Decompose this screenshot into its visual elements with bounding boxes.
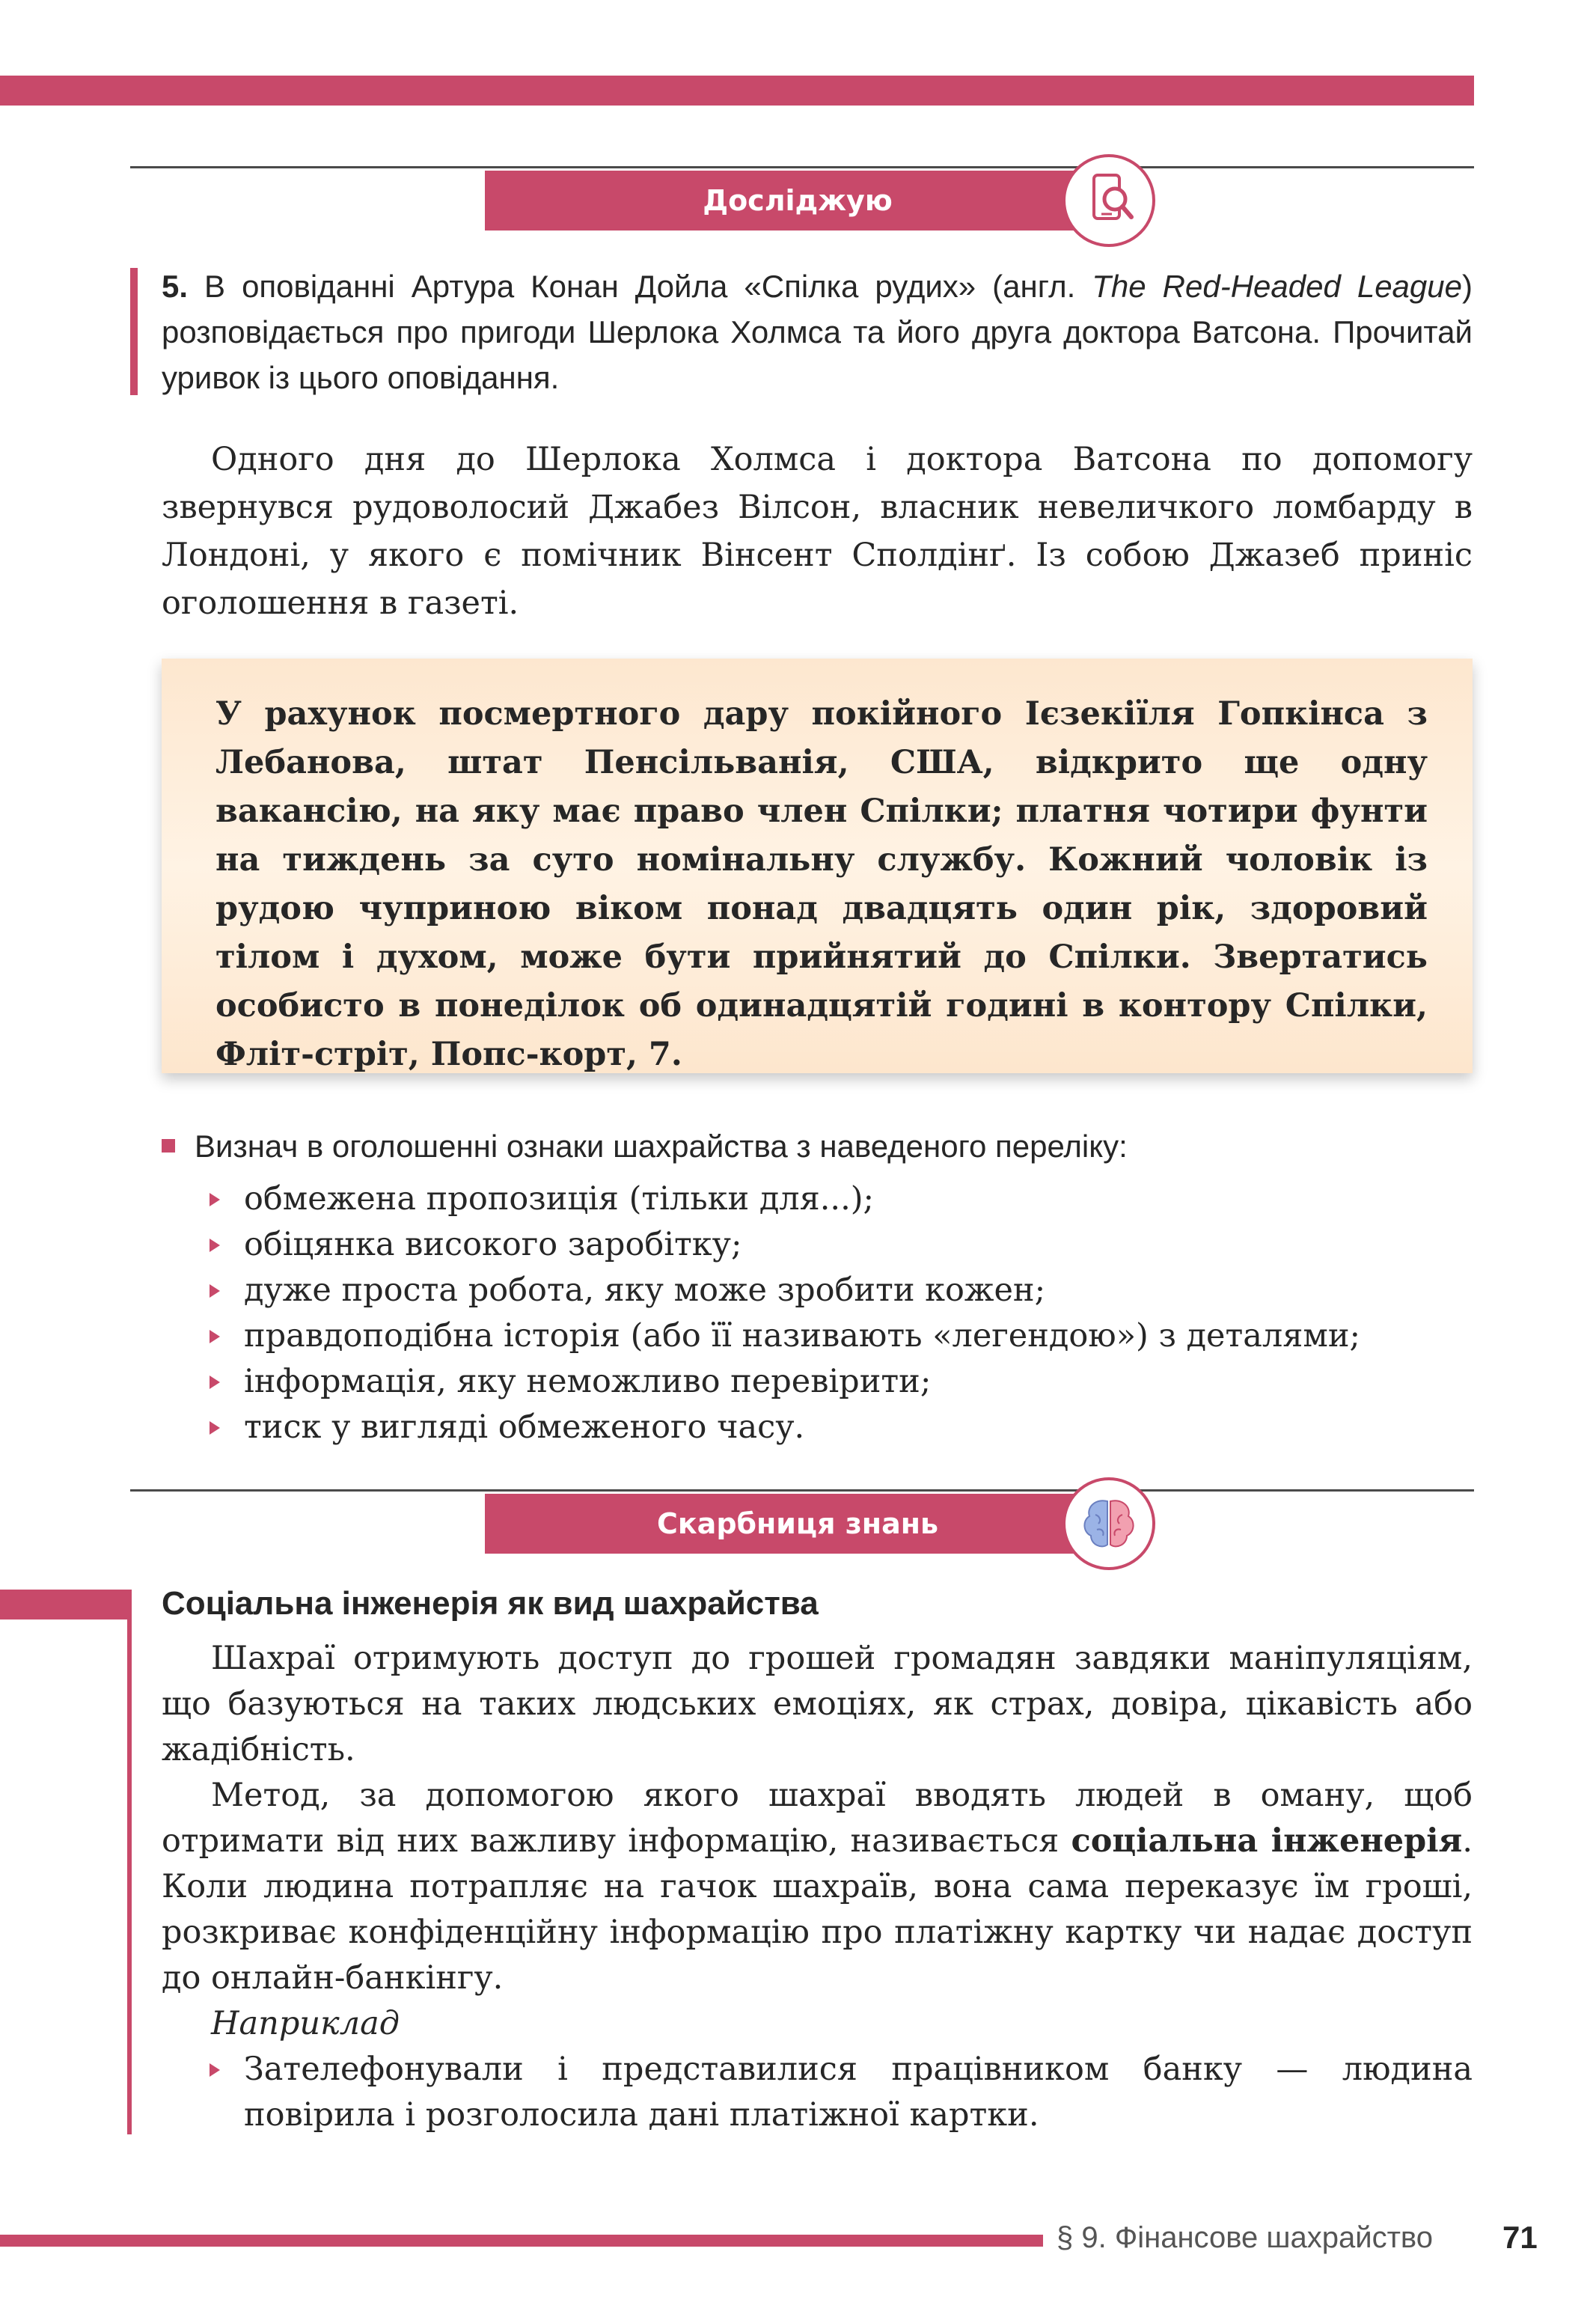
list-item xyxy=(210,1313,1482,1359)
knowledge-accent-bar xyxy=(0,1590,130,1619)
list-item xyxy=(210,1268,1482,1313)
task-number: 5. xyxy=(162,269,189,304)
fraud-sign: правдоподібна історія (або її називають «легендою») з деталями; xyxy=(244,1317,1360,1355)
advertisement-text: У рахунок посмертного дару покійного Ієзекіїля Гопкінса з Лебанова, штат Пенсільванія, США, відкрито ще одну вакансію, на яку має право член Спілки; платня чотири фунти на тиждень за суто номінальну службу. Кожний чоловік із рудою чуприною віком понад двадцять один рік, здоровий тілом і духом, може бути прийнятий до Спілки. Звертатись особисто в понеділок об одинадцятій годині в контору Спілки, Фліт-стріт, Попс-корт, 7. xyxy=(215,695,1428,1073)
term-social-engineering: соціальна інженерія xyxy=(1071,1822,1463,1860)
para2-intro: Метод, за допомогою якого шахраї вводять людей в оману, щоб отримати від них важливу інформацію, називається xyxy=(162,1777,1473,1860)
fraud-sign: тиск у вигляді обмеженого часу. xyxy=(244,1408,805,1446)
knowledge-paragraph-1: Шахраї отримують доступ до грошей громадян завдяки маніпуляціям, що базуються на таких людських емоціях, як страх, довіра, цікавість або жадібність. xyxy=(162,1640,1473,1768)
fraud-sign: дуже проста робота, яку може зробити кожен; xyxy=(244,1271,1046,1309)
list-bullet xyxy=(210,1239,220,1252)
research-badge xyxy=(1063,154,1155,247)
list-item xyxy=(210,1176,1482,1222)
page-number: 71 xyxy=(1502,2220,1538,2255)
story-paragraph: Одного дня до Шерлока Холмса і доктора Ватсона по допомогу звернувся рудоволосий Джабез Вілсон, власник невеличкого ломбарду в Лондоні, у якого є помічник Вінсент Сполдінґ. Із собою Джазеб приніс оголошення в газеті. xyxy=(162,441,1473,622)
fraud-sign: інформація, яку неможливо перевірити; xyxy=(244,1363,932,1400)
footer-bar xyxy=(0,2235,1043,2247)
list-item xyxy=(210,1222,1482,1268)
example-item: Зателефонували і представилися працівником банку — людина повірила і розголосила дані платіжної картки. xyxy=(244,2051,1473,2134)
task-english-title: The Red-Headed League xyxy=(1092,269,1462,304)
list-item xyxy=(210,1405,1482,1450)
footer-section-title: § 9. Фінансове шахрайство xyxy=(1057,2221,1433,2254)
question-text: Визнач в оголошенні ознаки шахрайства з наведеного переліку: xyxy=(195,1129,1128,1164)
section-title-research: Досліджую xyxy=(485,171,1110,231)
task-intro: В оповіданні Артура Конан Дойла «Спілка рудих» (англ. xyxy=(188,269,1092,304)
fraud-signs-list xyxy=(210,1176,1482,1450)
task-outro: ) розповідається про пригоди Шерлока Холмса та його друга доктора Ватсона. Прочитай уривок із цього оповідання. xyxy=(162,269,1473,395)
top-accent-bar xyxy=(0,76,1474,106)
example-label: Наприклад xyxy=(211,2005,400,2042)
example-bullet xyxy=(210,2063,220,2077)
section-rule-knowledge xyxy=(130,1489,1474,1492)
list-item xyxy=(210,1359,1482,1405)
phone-magnifier-icon xyxy=(1065,157,1152,244)
list-bullet xyxy=(210,1330,220,1343)
section-rule-top xyxy=(130,166,1474,168)
brain-icon xyxy=(1065,1480,1152,1567)
question-bullet xyxy=(162,1139,175,1153)
list-bullet xyxy=(210,1284,220,1298)
fraud-sign: обмежена пропозиція (тільки для...); xyxy=(244,1180,875,1218)
task-accent-bar xyxy=(130,268,138,395)
list-bullet xyxy=(210,1376,220,1389)
section-title-knowledge: Скарбниця знань xyxy=(485,1494,1110,1554)
fraud-sign: обіцянка високого заробітку; xyxy=(244,1226,742,1263)
knowledge-badge xyxy=(1063,1477,1155,1570)
knowledge-paragraph-2 xyxy=(162,1773,1473,2001)
para2-outro: . Коли людина потрапляє на гачок шахраїв, вона сама переказує їм гроші, розкриває конфіденційну інформацію про платіжну картку чи надає доступ до онлайн-банкінгу. xyxy=(162,1822,1473,1997)
list-bullet xyxy=(210,1421,220,1435)
knowledge-heading: Соціальна інженерія як вид шахрайства xyxy=(162,1585,819,1622)
list-bullet xyxy=(210,1193,220,1206)
knowledge-accent-line xyxy=(127,1590,132,2134)
task-text xyxy=(162,263,1473,400)
